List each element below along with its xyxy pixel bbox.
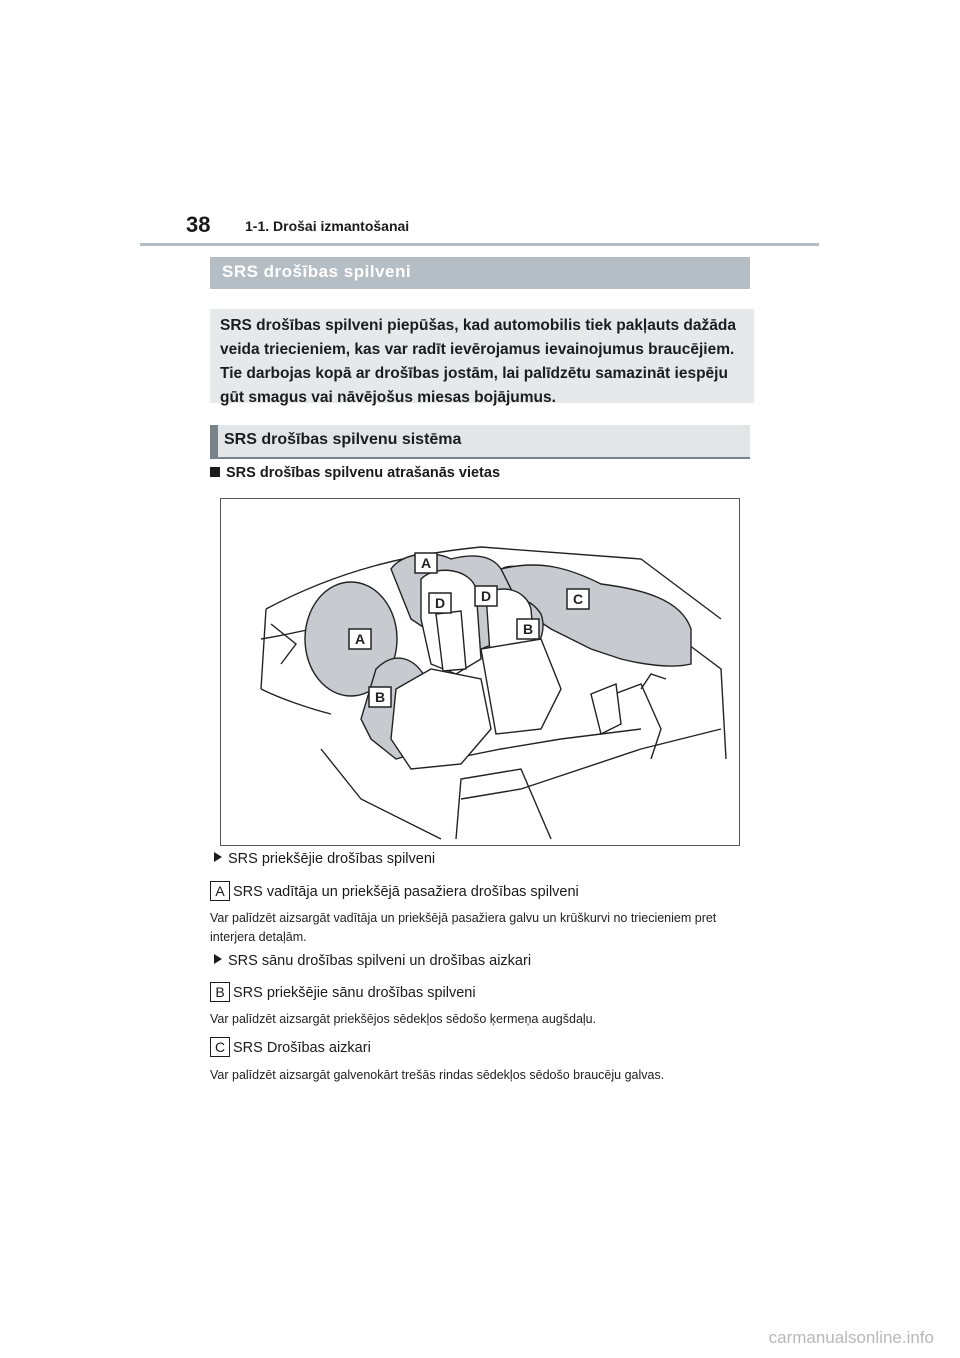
section-title-bar [210, 425, 750, 457]
figure-label-b-right: B [522, 621, 534, 637]
page-number: 38 [186, 212, 211, 237]
triangle-bullet-icon [214, 852, 222, 862]
figure-label-c: C [572, 591, 584, 607]
section-title: SRS drošības spilvenu sistēma [224, 431, 462, 448]
subheading-text: SRS drošības spilvenu atrašanās vietas [226, 465, 501, 481]
running-head: 1-1. Drošai izmantošanai [245, 218, 410, 234]
airbag-location-figure [220, 498, 740, 846]
page-title: SRS drošības spilveni [222, 262, 412, 281]
figure-label-d-right: D [480, 588, 492, 604]
group-heading-side-text: SRS sānu drošības spilveni un drošības aizkari [228, 953, 532, 969]
item-a [210, 881, 579, 901]
item-a-description: Var palīdzēt aizsargāt vadītāja un priekšējā pasažiera galvu un krūškurvi no triecieniem pret interjera detaļām. [210, 911, 717, 944]
watermark: carmanualsonline.info [768, 1328, 934, 1347]
subheading [210, 465, 500, 481]
item-a-label: SRS vadītāja un priekšējā pasažiera drošības spilveni [233, 884, 579, 900]
figure-label-a-top: A [420, 555, 432, 571]
badge-a: A [210, 881, 230, 901]
badge-b: B [210, 982, 230, 1002]
car-interior-illustration [221, 499, 739, 845]
header-rule [140, 243, 819, 246]
page-title-bar [210, 257, 750, 289]
square-bullet-icon [210, 467, 220, 477]
intro-box [210, 309, 754, 406]
item-c-label: SRS Drošības aizkari [233, 1040, 371, 1056]
badge-c: C [210, 1037, 230, 1057]
item-b-label: SRS priekšējie sānu drošības spilveni [233, 985, 476, 1001]
item-b [210, 982, 476, 1002]
figure-label-a-driver: A [354, 631, 366, 647]
section-rule [210, 457, 750, 459]
item-c [210, 1037, 371, 1057]
figure-label-d-left: D [434, 595, 446, 611]
triangle-bullet-icon [214, 954, 222, 964]
item-b-description: Var palīdzēt aizsargāt priekšējos sēdekļos sēdošo ķermeņa augšdaļu. [210, 1012, 597, 1026]
item-c-description: Var palīdzēt aizsargāt galvenokārt trešās rindas sēdekļos sēdošo braucēju galvas. [210, 1068, 665, 1082]
figure-label-b-left: B [374, 689, 386, 705]
group-heading-front [214, 851, 435, 867]
intro-text: SRS drošības spilveni piepūšas, kad automobilis tiek pakļauts dažāda veida triecieniem, kas var radīt ievērojamus ievainojumus braucējiem. Tie darbojas kopā ar drošības jostām, lai palīdzētu samazināt iespēju gūt smagus vai nāvējošus miesas bojājumus. [220, 317, 736, 406]
group-heading-front-text: SRS priekšējie drošības spilveni [228, 851, 436, 867]
group-heading-side [214, 953, 531, 969]
